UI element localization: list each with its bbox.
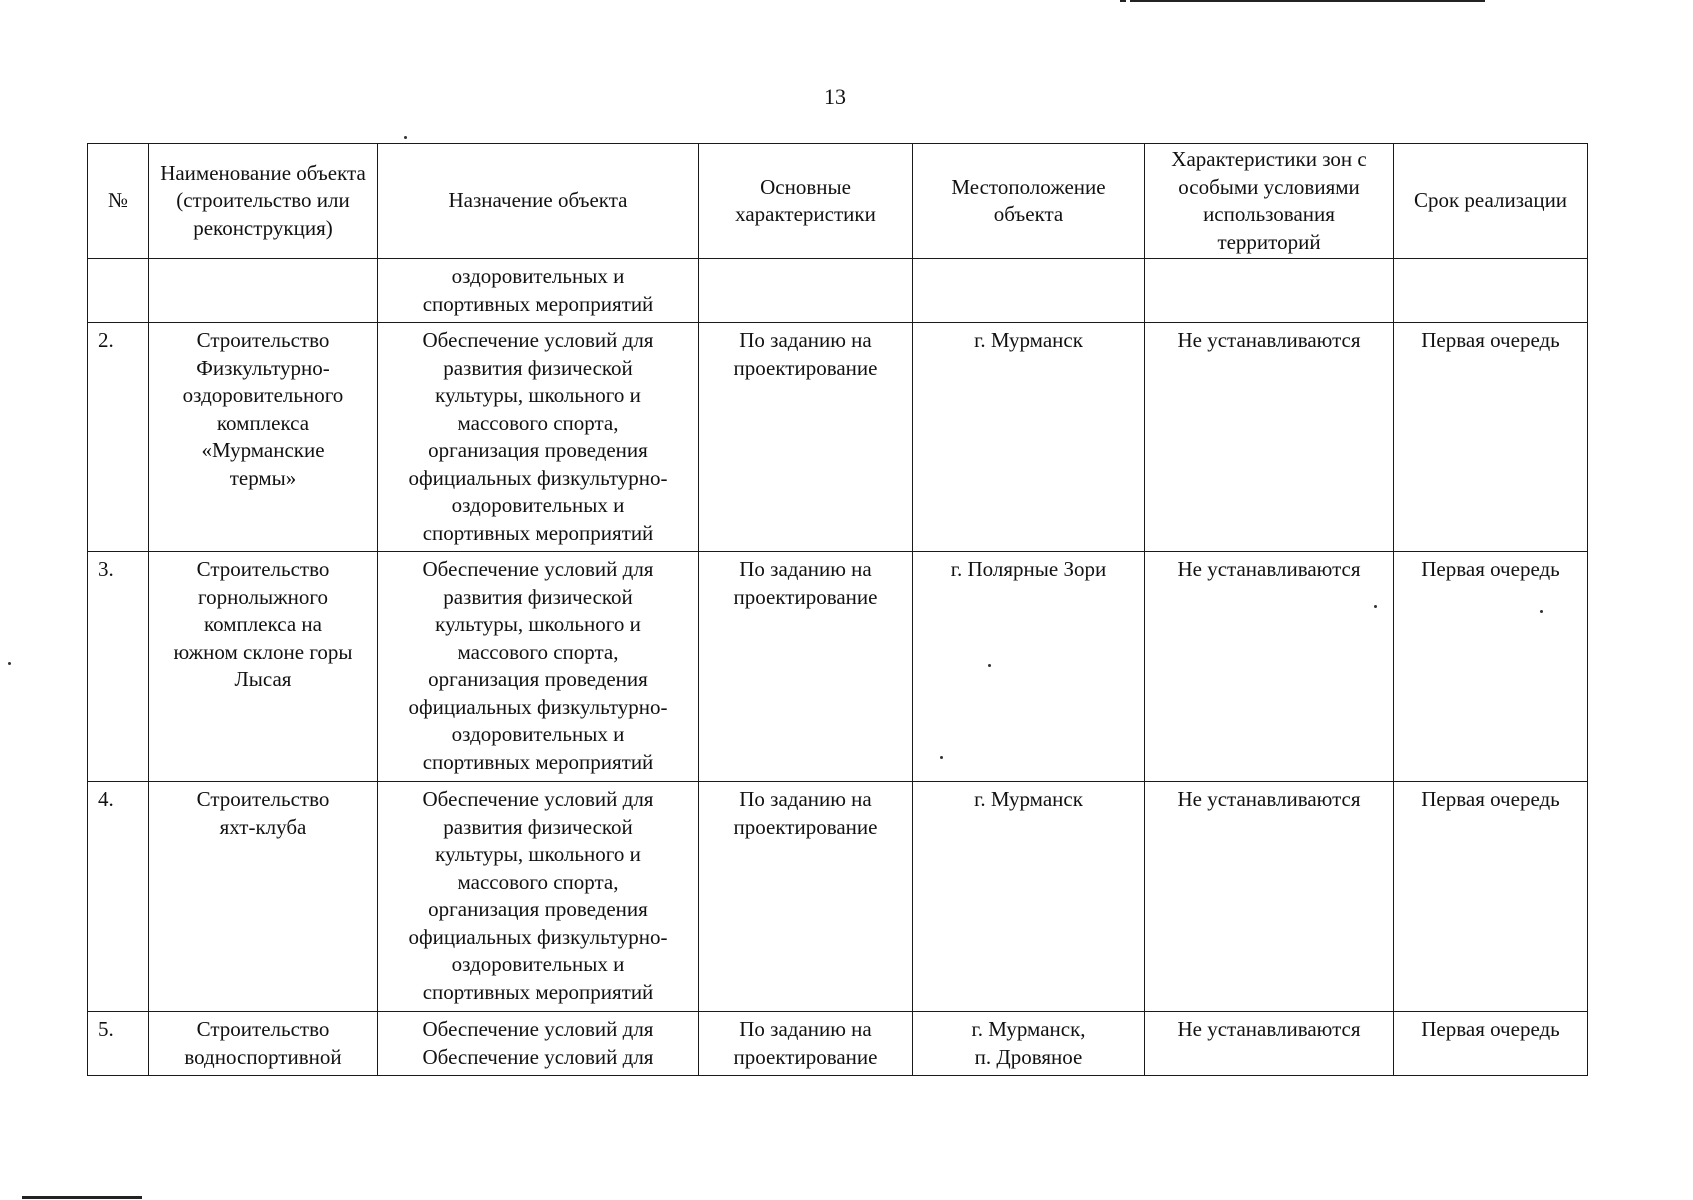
row-main-characteristics: По заданию на проектирование [699, 1012, 913, 1076]
row-object-location: г. Полярные Зори [913, 552, 1145, 782]
row-object-purpose: Обеспечение условий для Обеспечение условий для [378, 1012, 699, 1076]
row-object-location: г. Мурманск [913, 782, 1145, 1012]
row-zone-characteristics [1145, 259, 1394, 323]
table-row [88, 323, 1588, 552]
row-number: 3. [88, 552, 149, 782]
row-zone-characteristics: Не устанавливаются [1145, 552, 1394, 782]
header-object-name: Наименование объекта (строительство или реконструкция) [149, 144, 378, 259]
row-implementation-term: Первая очередь [1394, 782, 1588, 1012]
row-zone-characteristics: Не устанавливаются [1145, 782, 1394, 1012]
row-object-name: Строительство водноспортивной [149, 1012, 378, 1076]
objects-table [87, 143, 1588, 1076]
top-rule-dot [1120, 0, 1126, 2]
row-object-name: Строительство горнолыжного комплекса на южном склоне горы Лысая [149, 552, 378, 782]
row-object-purpose: оздоровительных и спортивных мероприятий [378, 259, 699, 323]
row-main-characteristics [699, 259, 913, 323]
header-object-location: Местоположение объекта [913, 144, 1145, 259]
scan-speck [8, 662, 11, 665]
row-object-name [149, 259, 378, 323]
row-implementation-term [1394, 259, 1588, 323]
table-header-row [88, 144, 1588, 259]
header-object-purpose: Назначение объекта [378, 144, 699, 259]
row-number: 4. [88, 782, 149, 1012]
top-rule [1130, 0, 1485, 2]
row-object-name: Строительство Физкультурно- оздоровительного комплекса «Мурманские термы» [149, 323, 378, 552]
table-row [88, 782, 1588, 1012]
table-row [88, 1012, 1588, 1076]
table-row [88, 552, 1588, 782]
row-number [88, 259, 149, 323]
page-number: 13 [824, 84, 846, 109]
row-zone-characteristics: Не устанавливаются [1145, 1012, 1394, 1076]
header-implementation-term: Срок реализации [1394, 144, 1588, 259]
scan-speck [404, 136, 407, 139]
row-object-location: г. Мурманск [913, 323, 1145, 552]
row-number: 2. [88, 323, 149, 552]
row-implementation-term: Первая очередь [1394, 323, 1588, 552]
row-implementation-term: Первая очередь [1394, 552, 1588, 782]
row-object-location [913, 259, 1145, 323]
row-main-characteristics: По заданию на проектирование [699, 323, 913, 552]
row-object-location: г. Мурманск, п. Дровяное [913, 1012, 1145, 1076]
row-main-characteristics: По заданию на проектирование [699, 782, 913, 1012]
row-main-characteristics: По заданию на проектирование [699, 552, 913, 782]
header-zone-characteristics: Характеристики зон с особыми условиями использования территорий [1145, 144, 1394, 259]
header-number: № [88, 144, 149, 259]
row-object-name: Строительство яхт-клуба [149, 782, 378, 1012]
bottom-rule [22, 1196, 142, 1199]
row-implementation-term: Первая очередь [1394, 1012, 1588, 1076]
row-object-purpose: Обеспечение условий для развития физической культуры, школьного и массового спорта, организация проведения официальных физкультурно- оздоровительных и спортивных мероприятий [378, 782, 699, 1012]
row-zone-characteristics: Не устанавливаются [1145, 323, 1394, 552]
row-object-purpose: Обеспечение условий для развития физической культуры, школьного и массового спорта, организация проведения официальных физкультурно- оздоровительных и спортивных мероприятий [378, 323, 699, 552]
table-row [88, 259, 1588, 323]
row-number: 5. [88, 1012, 149, 1076]
row-object-purpose: Обеспечение условий для развития физической культуры, школьного и массового спорта, организация проведения официальных физкультурно- оздоровительных и спортивных мероприятий [378, 552, 699, 782]
header-main-characteristics: Основные характеристики [699, 144, 913, 259]
